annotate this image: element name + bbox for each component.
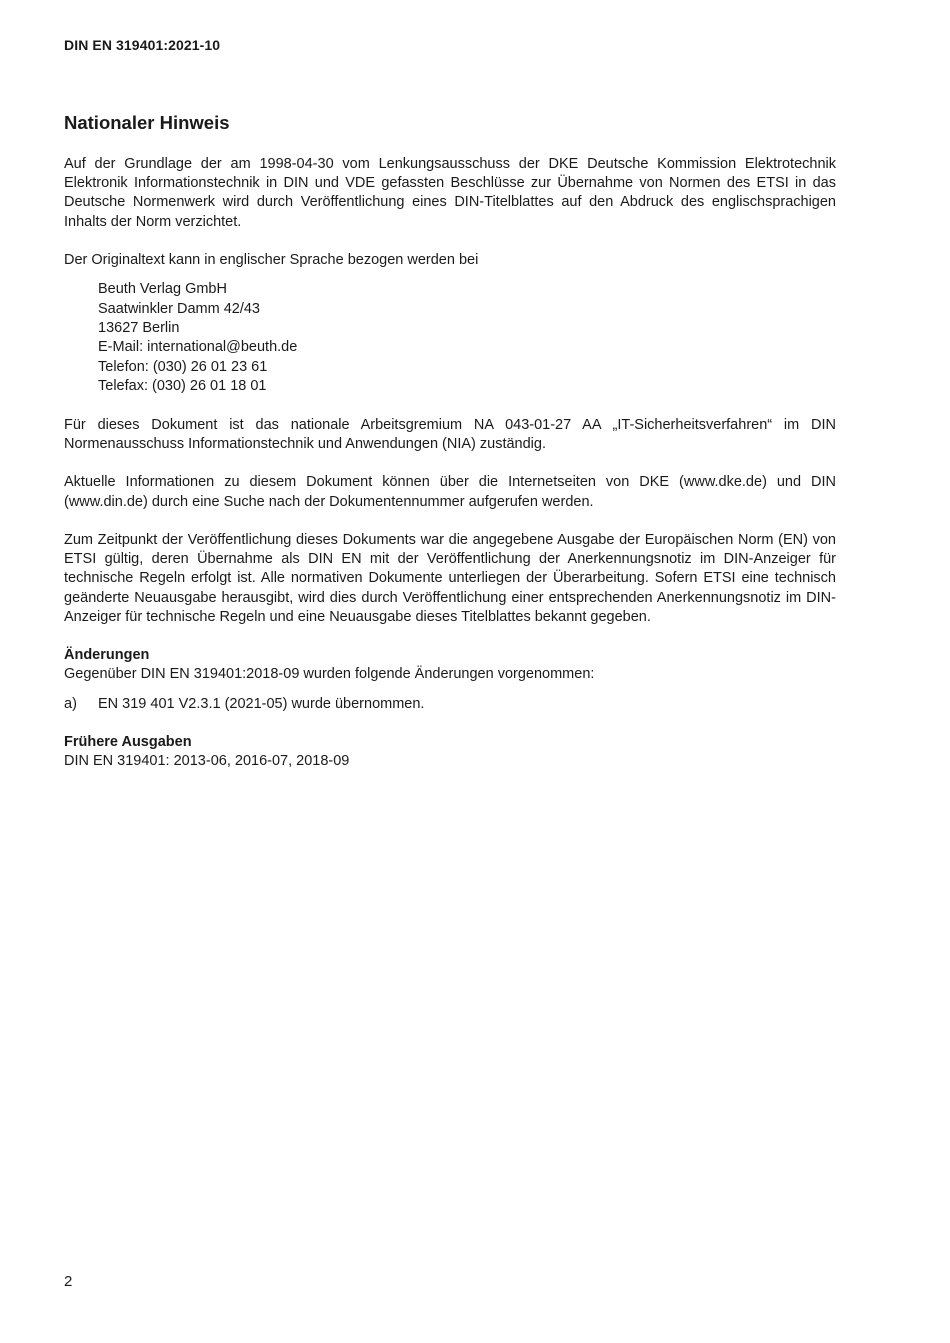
address-line: 13627 Berlin xyxy=(98,320,180,337)
changes-intro: Gegenüber DIN EN 319401:2018-09 wurden folgende Änderungen vorgenommen: xyxy=(64,666,595,683)
address-line: Telefon: (030) 26 01 23 61 xyxy=(98,358,268,375)
section-title: Nationaler Hinweis xyxy=(64,112,230,133)
list-item-text: EN 319 401 V2.3.1 (2021-05) wurde übernommen. xyxy=(98,695,425,712)
intro-paragraph: Auf der Grundlage der am 1998-04-30 vom Lenkungsausschuss der DKE Deutsche Kommission Elektrotechnik Elektronik Informationstechnik in DIN und VDE gefassten Beschlüsse zur Übernahme von Normen des ETSI in das Deutsche Normenwerk wird durch Veröffentlichung eines DIN-Titelblattes auf den Abdruck des englischsprachigen Inhalts der Norm verzichtet. xyxy=(64,156,836,230)
previous-editions-heading: Frühere Ausgaben xyxy=(64,733,192,750)
publisher-address xyxy=(98,280,836,396)
info-paragraph: Aktuelle Informationen zu diesem Dokument können über die Internetseiten von DKE (www.dke.de) und DIN (www.din.de) durch eine Suche nach der Dokumentennummer aufgerufen werden. xyxy=(64,474,836,510)
address-line: Telefax: (030) 26 01 18 01 xyxy=(98,378,267,395)
list-marker: a) xyxy=(64,695,77,712)
previous-editions-text: DIN EN 319401: 2013-06, 2016-07, 2018-09 xyxy=(64,753,350,770)
address-line: Saatwinkler Damm 42/43 xyxy=(98,300,260,317)
committee-paragraph: Für dieses Dokument ist das nationale Arbeitsgremium NA 043-01-27 AA „IT-Sicherheitsverfahren“ im DIN Normenausschuss Informationstechnik und Anwendungen (NIA) zuständig. xyxy=(64,416,836,453)
page-number: 2 xyxy=(64,1273,73,1290)
changes-heading: Änderungen xyxy=(64,647,150,664)
document-id: DIN EN 319401:2021-10 xyxy=(64,37,221,53)
list-item xyxy=(64,695,836,714)
source-paragraph: Der Originaltext kann in englischer Sprache bezogen werden bei xyxy=(64,252,479,268)
validity-paragraph: Zum Zeitpunkt der Veröffentlichung dieses Dokuments war die angegebene Ausgabe der Europäischen Norm (EN) von ETSI gültig, deren Übernahme als DIN EN mit der Veröffentlichung der Anerkennungsnotiz im DIN-Anzeiger für technische Regeln erfolgt ist. Alle normativen Dokumente unterliegen der Überarbeitung. Sofern ETSI eine technisch geänderte Neuausgabe herausgibt, wird dies durch Veröffentlichung einer entsprechenden Anerkennungsnotiz im DIN-Anzeiger für technische Regeln und eine Neuausgabe dieses Titelblattes bekannt gegeben. xyxy=(64,532,836,625)
address-line: E-Mail: international@beuth.de xyxy=(98,339,298,356)
document-body xyxy=(64,155,836,771)
address-line: Beuth Verlag GmbH xyxy=(98,281,227,298)
